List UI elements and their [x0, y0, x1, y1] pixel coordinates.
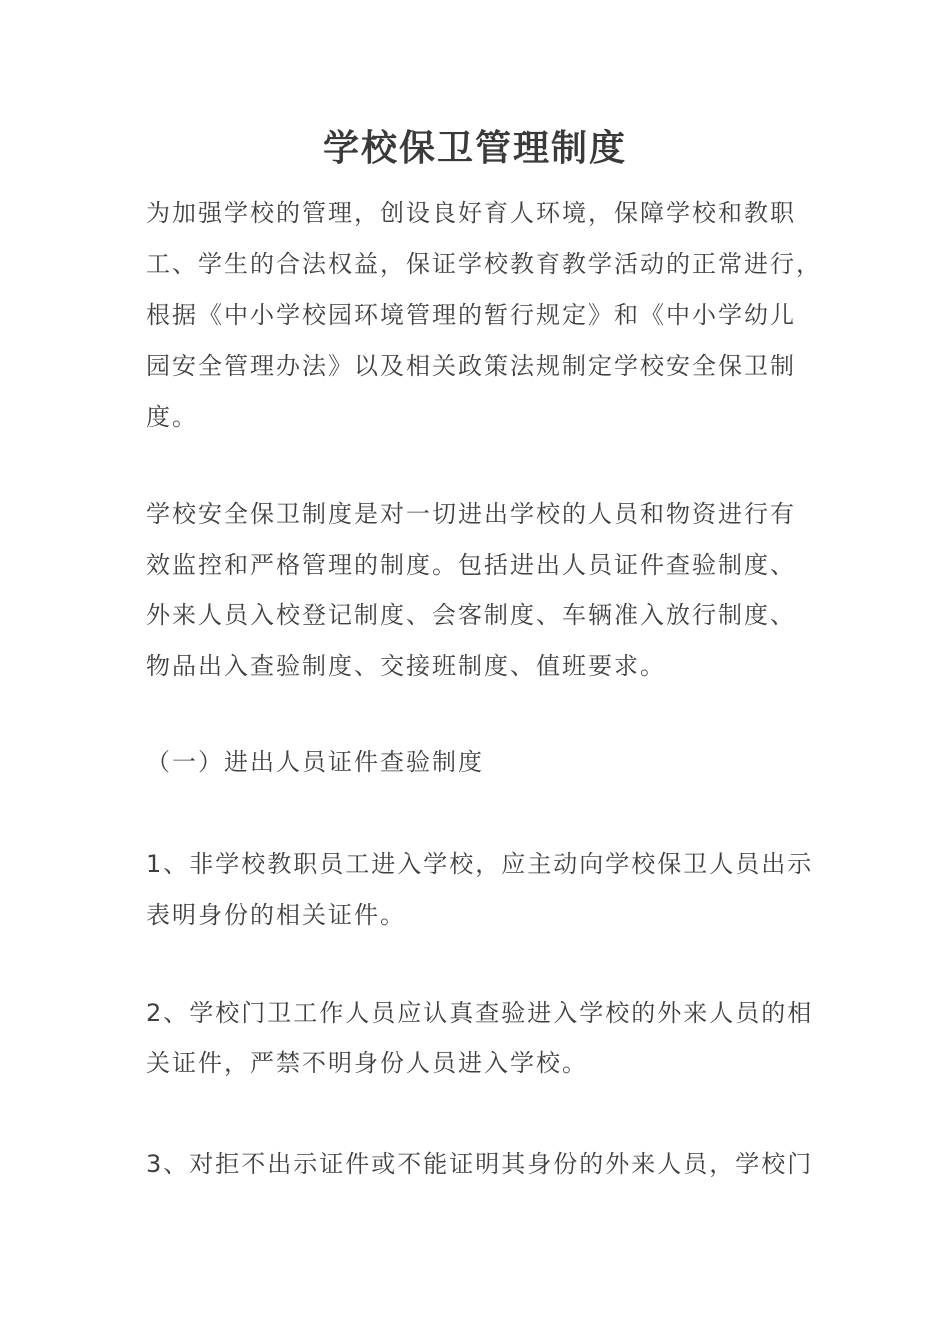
section-heading: （一）进出人员证件查验制度 — [146, 748, 484, 776]
paragraph-1-line-4: 园安全管理办法》以及相关政策法规制定学校安全保卫制 — [146, 352, 796, 380]
paragraph-2-line-2: 效监控和严格管理的制度。包括进出人员证件查验制度、 — [146, 551, 796, 579]
paragraph-2-line-3: 外来人员入校登记制度、会客制度、车辆准入放行制度、 — [146, 601, 796, 629]
item-2-line-1: 2、学校门卫工作人员应认真查验进入学校的外来人员的相 — [146, 999, 814, 1027]
paragraph-2-line-4: 物品出入查验制度、交接班制度、值班要求。 — [146, 652, 666, 680]
document-title: 学校保卫管理制度 — [322, 127, 627, 169]
item-1-line-2: 表明身份的相关证件。 — [146, 901, 406, 929]
paragraph-1-line-1: 为加强学校的管理，创设良好育人环境，保障学校和教职 — [146, 199, 796, 227]
paragraph-2-line-1: 学校安全保卫制度是对一切进出学校的人员和物资进行有 — [146, 500, 796, 528]
paragraph-1-line-2: 工、学生的合法权益，保证学校教育教学活动的正常进行， — [146, 250, 822, 278]
paragraph-1-line-5: 度。 — [146, 403, 198, 431]
item-1-line-1: 1、非学校教职员工进入学校，应主动向学校保卫人员出示 — [146, 850, 814, 878]
paragraph-1-line-3: 根据《中小学校园环境管理的暂行规定》和《中小学幼儿 — [146, 301, 796, 329]
item-3-line-1: 3、对拒不出示证件或不能证明其身份的外来人员，学校门 — [146, 1150, 814, 1178]
item-2-line-2: 关证件，严禁不明身份人员进入学校。 — [146, 1049, 588, 1077]
